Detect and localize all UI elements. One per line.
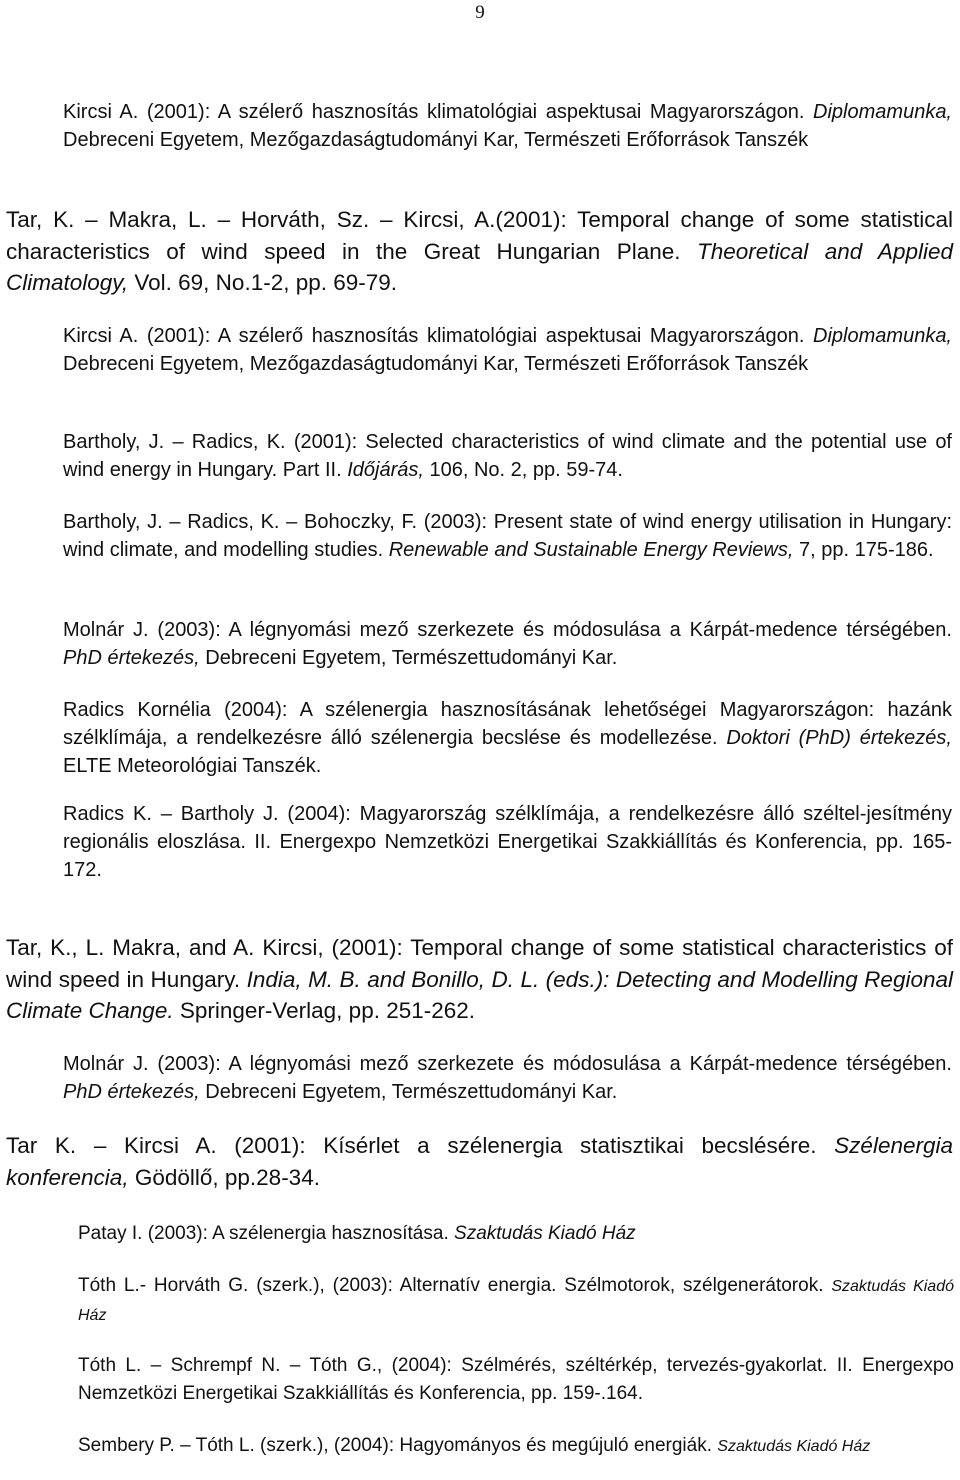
reference-text: Kircsi A. (2001): A szélerő hasznosítás klimatológiai aspektusai Magyarországon. — [63, 101, 814, 123]
reference-text: Radics Kornélia (2004): A szélenergia hasznosításának lehetőségei Magyarországon: hazánk szélklímája, a rendelkezésre álló szélenergia becslése és modellezése. — [63, 699, 952, 749]
reference-entry — [63, 98, 952, 154]
reference-entry — [63, 322, 952, 378]
reference-italic-text: Időjárás, — [347, 459, 424, 481]
reference-entry — [78, 1220, 954, 1248]
reference-entry — [63, 800, 952, 884]
reference-text: Debreceni Egyetem, Természettudományi Kar. — [199, 647, 618, 669]
reference-italic-text: PhD értekezés, — [63, 647, 200, 669]
reference-entry — [6, 204, 953, 299]
reference-text: Radics K. – Bartholy J. (2004): Magyarország szélklímája, a rendelkezésre álló széltel-jesítmény regionális eloszlása. II. Energexpo Nemzetközi Energetikai Szakkiállítás és Konferencia, pp. 165-172. — [63, 803, 952, 881]
reference-italic-text: Szaktudás Kiadó Ház — [78, 1278, 954, 1324]
reference-italic-text: India, M. B. and Bonillo, D. L. (eds.): Detecting and Modelling Regional Climate Change. — [6, 966, 953, 1023]
reference-italic-text: Szélenergia konferencia, — [6, 1133, 953, 1190]
reference-text: ELTE Meteorológiai Tanszék. — [63, 755, 322, 777]
reference-text: Kircsi A. (2001): A szélerő hasznosítás klimatológiai aspektusai Magyarországon. — [63, 325, 814, 347]
reference-text: Debreceni Egyetem, Mezőgazdaságtudományi Kar, Természeti Erőforrások Tanszék — [63, 129, 809, 151]
reference-text: Tar, K., L. Makra, and A. Kircsi, (2001): Temporal change of some statistical characteristics of wind speed in Hungary. — [6, 935, 953, 992]
reference-entry — [78, 1432, 954, 1461]
reference-text: Molnár J. (2003): A légnyomási mező szerkezete és módosulása a Kárpát-medence térségében. — [63, 619, 952, 641]
reference-italic-text: Szaktudás Kiadó Ház — [454, 1223, 636, 1244]
reference-entry — [63, 508, 952, 564]
reference-entry — [6, 932, 953, 1027]
reference-text: Tóth L.- Horváth G. (szerk.), (2003): Alternatív energia. Szélmotorok, szélgenerátorok. — [78, 1275, 832, 1296]
reference-italic-text: Szaktudás Kiadó Ház — [717, 1438, 871, 1455]
reference-italic-text: Diplomamunka, — [813, 325, 952, 347]
reference-text: 106, No. 2, pp. 59-74. — [423, 459, 623, 481]
reference-entry — [78, 1352, 954, 1408]
reference-entry — [63, 696, 952, 780]
reference-text: Bartholy, J. – Radics, K. – Bohoczky, F. (2003): Present state of wind energy utilisation in Hungary: wind climate, and modelling studies. — [63, 511, 952, 561]
reference-text: Tar, K. – Makra, L. – Horváth, Sz. – Kircsi, A.(2001): Temporal change of some statistical characteristics of wind speed in the Great Hungarian Plane. — [6, 207, 953, 264]
reference-italic-text: Theoretical and Applied Climatology, — [6, 238, 953, 295]
reference-entry — [78, 1272, 954, 1330]
page-number: 9 — [475, 2, 485, 23]
reference-text: Patay I. (2003): A szélenergia hasznosítása. — [78, 1223, 455, 1244]
reference-text: Debreceni Egyetem, Természettudományi Kar. — [199, 1081, 618, 1103]
reference-text: Tar K. – Kircsi A. (2001): Kísérlet a szélenergia statisztikai becslésére. — [6, 1133, 835, 1158]
reference-entry — [63, 616, 952, 672]
reference-text: Vol. 69, No.1-2, pp. 69-79. — [128, 270, 398, 295]
reference-entry — [63, 1050, 952, 1106]
reference-italic-text: Diplomamunka, — [813, 101, 952, 123]
reference-italic-text: PhD értekezés, — [63, 1081, 200, 1103]
reference-entry — [63, 428, 952, 484]
reference-text: Debreceni Egyetem, Mezőgazdaságtudományi Kar, Természeti Erőforrások Tanszék — [63, 353, 809, 375]
reference-text: Bartholy, J. – Radics, K. (2001): Selected characteristics of wind climate and the potential use of wind energy in Hungary. Part II. — [63, 431, 952, 481]
reference-entry — [6, 1130, 953, 1193]
reference-italic-text: Doktori (PhD) értekezés, — [726, 727, 952, 749]
reference-text: Sembery P. – Tóth L. (szerk.), (2004): Hagyományos és megújuló energiák. — [78, 1435, 718, 1456]
reference-italic-text: Renewable and Sustainable Energy Reviews, — [388, 539, 794, 561]
reference-text: Tóth L. – Schrempf N. – Tóth G., (2004): Szélmérés, széltérkép, tervezés-gyakorlat. II. Energexpo Nemzetközi Energetikai Szakkiállítás és Konferencia, pp. 159-.164. — [78, 1355, 954, 1404]
reference-text: Gödöllő, pp.28-34. — [128, 1164, 320, 1190]
reference-text: Molnár J. (2003): A légnyomási mező szerkezete és módosulása a Kárpát-medence térségében. — [63, 1053, 952, 1075]
reference-text: Springer-Verlag, pp. 251-262. — [173, 998, 476, 1023]
reference-text: 7, pp. 175-186. — [793, 539, 934, 561]
